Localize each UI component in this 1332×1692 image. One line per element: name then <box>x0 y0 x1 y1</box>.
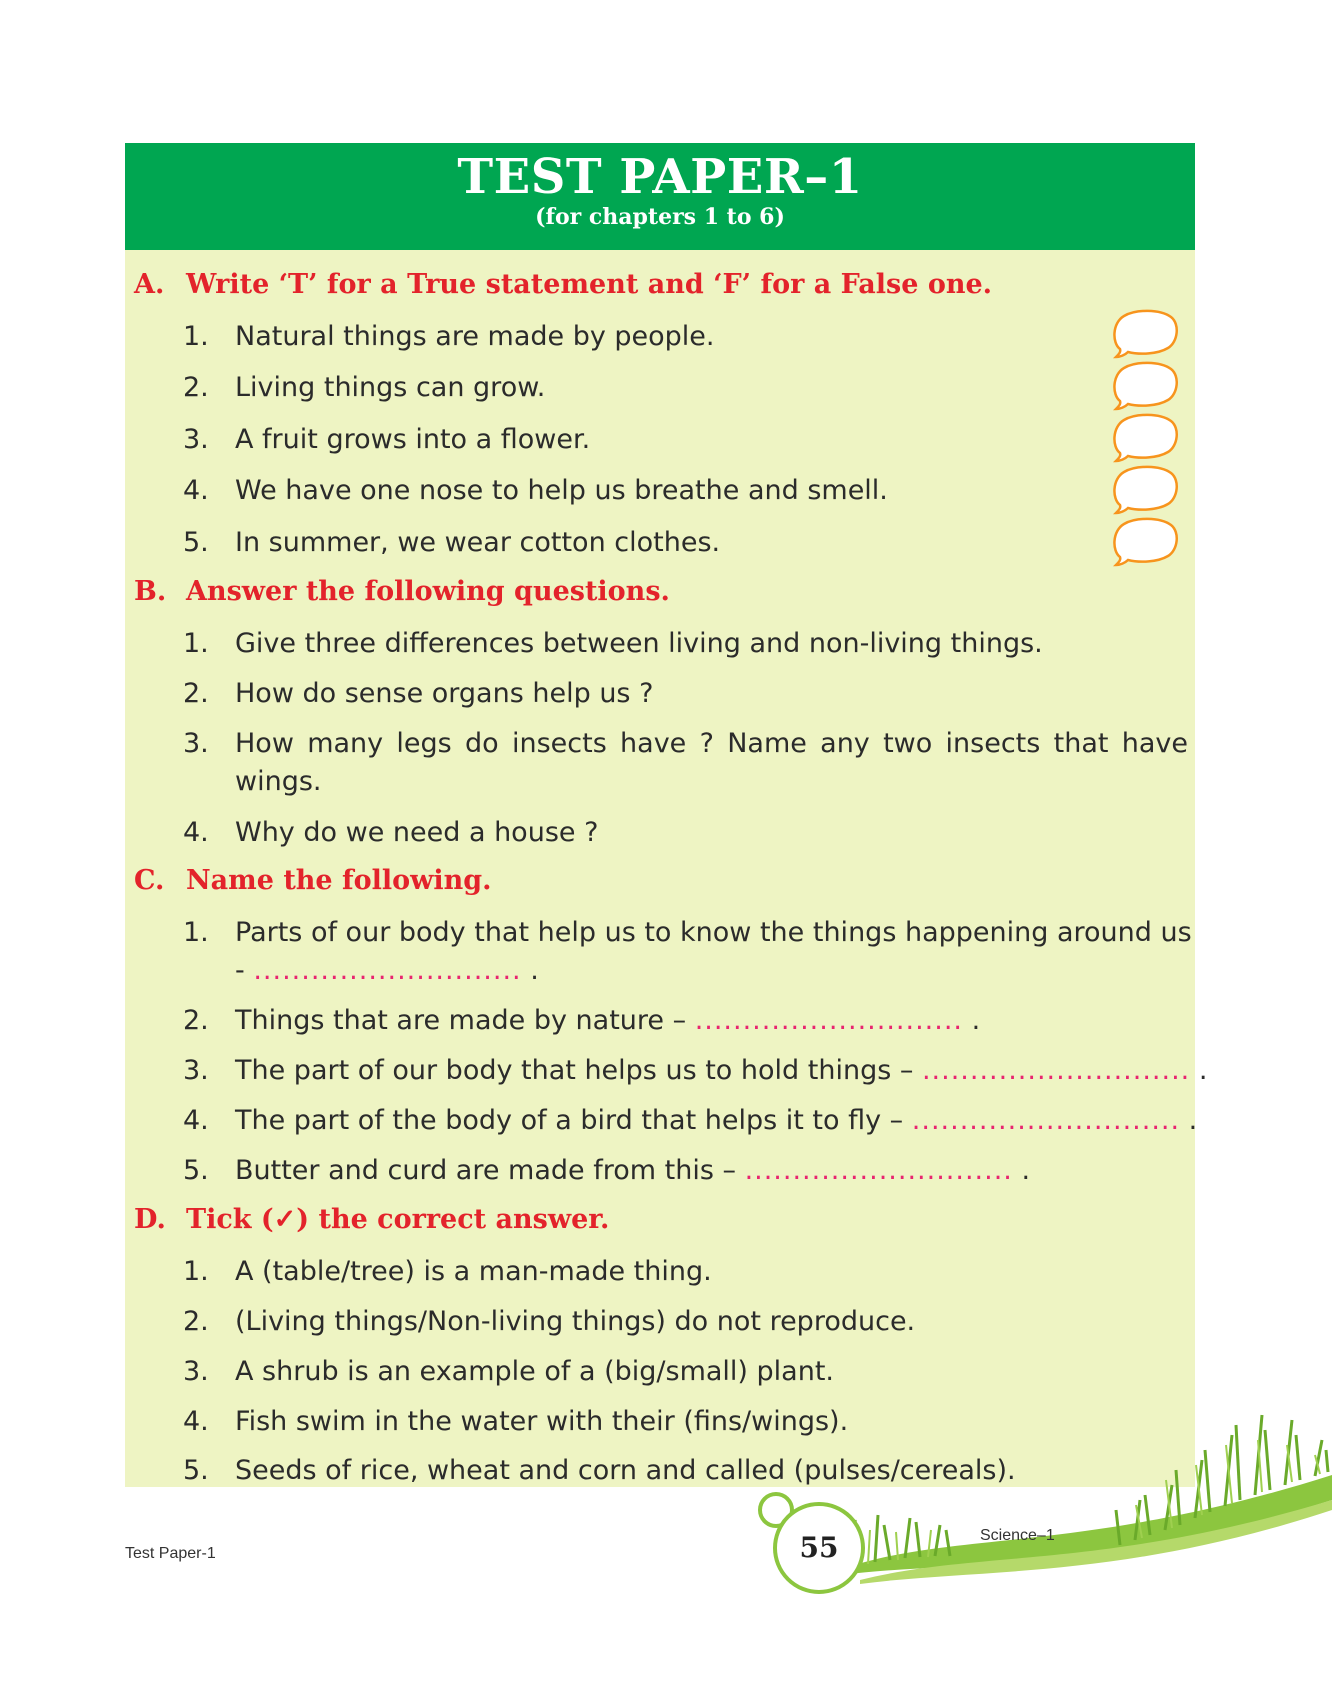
item-text: A (table/tree) is a man-made thing. <box>235 1256 712 1287</box>
page-subtitle: (for chapters 1 to 6) <box>535 204 785 230</box>
item-number: 2. <box>183 1005 209 1036</box>
item-end: . <box>1180 1105 1198 1136</box>
list-item <box>183 1403 848 1441</box>
item-end: . <box>1190 1055 1208 1086</box>
answer-blank[interactable]: ............................ <box>744 1155 1013 1186</box>
item-number: 5. <box>183 1455 209 1486</box>
item-number: 3. <box>183 1055 209 1086</box>
item-text-continued: - <box>235 955 254 986</box>
item-end: . <box>1012 1155 1031 1186</box>
page-title: TEST PAPER–1 <box>457 149 863 205</box>
footer-left-label: Test Paper-1 <box>125 1545 216 1562</box>
item-text: How many legs do insects have ? Name any two insects that have <box>235 728 1188 759</box>
answer-oval-1[interactable] <box>1110 307 1180 359</box>
answer-oval-4[interactable] <box>1110 463 1180 515</box>
section-letter: A. <box>134 269 165 300</box>
item-text: The part of our body that helps us to hold things – <box>235 1055 922 1086</box>
list-item <box>183 524 720 562</box>
answer-oval-3[interactable] <box>1110 411 1180 463</box>
section-a-heading <box>134 268 992 302</box>
page-number: 55 <box>773 1502 865 1594</box>
item-number: 2. <box>183 678 209 709</box>
item-text: The part of the body of a bird that helps it to fly – <box>235 1105 912 1136</box>
list-item <box>183 369 545 407</box>
item-number: 1. <box>183 1256 209 1287</box>
item-text: Living things can grow. <box>235 372 546 403</box>
answer-blank[interactable]: ............................ <box>921 1055 1191 1086</box>
item-number: 2. <box>183 372 209 403</box>
section-title: Tick (✓) the correct answer. <box>186 1204 610 1235</box>
item-text: (Living things/Non-living things) do not reproduce. <box>235 1306 916 1337</box>
section-c-heading <box>134 864 492 898</box>
item-number: 4. <box>183 1406 209 1437</box>
list-item <box>183 1052 1207 1090</box>
list-item <box>183 1002 980 1040</box>
item-number: 2. <box>183 1306 209 1337</box>
list-item <box>183 1102 1197 1140</box>
footer-right-label: Science–1 <box>980 1527 1055 1544</box>
list-item <box>183 725 1188 801</box>
item-text: A fruit grows into a flower. <box>235 424 591 455</box>
section-letter: B. <box>134 576 167 607</box>
list-item <box>183 1353 834 1391</box>
answer-blank[interactable]: ............................ <box>694 1005 963 1036</box>
list-item <box>183 1303 915 1341</box>
item-end: . <box>521 955 539 986</box>
item-text: Why do we need a house ? <box>235 817 599 848</box>
item-number: 5. <box>183 1155 209 1186</box>
section-letter: C. <box>134 865 165 896</box>
item-end: . <box>963 1005 981 1036</box>
item-number: 4. <box>183 475 209 506</box>
list-item <box>183 814 598 852</box>
item-number: 5. <box>183 527 209 558</box>
list-item <box>183 625 1043 663</box>
item-text: Things that are made by nature – <box>235 1005 695 1036</box>
item-number: 3. <box>183 1356 209 1387</box>
list-item <box>183 675 653 713</box>
section-letter: D. <box>134 1204 166 1235</box>
item-number: 1. <box>183 321 209 352</box>
item-number: 1. <box>183 917 209 948</box>
item-number: 4. <box>183 817 209 848</box>
item-text: Butter and curd are made from this – <box>235 1155 745 1186</box>
item-text: Parts of our body that help us to know the things happening around us <box>235 917 1192 948</box>
item-number: 4. <box>183 1105 209 1136</box>
list-item <box>183 1152 1030 1190</box>
section-title: Name the following. <box>186 865 492 896</box>
answer-blank[interactable]: ............................ <box>911 1105 1181 1136</box>
item-text: We have one nose to help us breathe and smell. <box>235 475 888 506</box>
section-b-heading <box>134 575 670 609</box>
list-item <box>183 421 590 459</box>
item-text: How do sense organs help us ? <box>235 678 654 709</box>
answer-oval-2[interactable] <box>1110 359 1180 411</box>
answer-oval-5[interactable] <box>1110 515 1180 567</box>
list-item <box>183 472 888 510</box>
list-item <box>183 1253 712 1291</box>
item-text: Fish swim in the water with their (fins/wings). <box>235 1406 849 1437</box>
answer-blank[interactable]: ............................ <box>253 955 522 986</box>
section-title: Answer the following questions. <box>186 576 670 607</box>
item-text: A shrub is an example of a (big/small) plant. <box>235 1356 834 1387</box>
list-item <box>183 318 715 356</box>
item-number: 3. <box>183 424 209 455</box>
section-d-heading <box>134 1203 609 1237</box>
item-text: Give three differences between living and non-living things. <box>235 628 1043 659</box>
grass-decoration <box>800 1400 1332 1620</box>
item-text-continued: wings. <box>235 766 322 797</box>
item-number: 3. <box>183 728 209 759</box>
list-item <box>183 914 1192 990</box>
title-banner <box>125 143 1195 250</box>
item-text: Natural things are made by people. <box>235 321 715 352</box>
item-number: 1. <box>183 628 209 659</box>
item-text: Seeds of rice, wheat and corn and called (pulses/cereals). <box>235 1455 1016 1486</box>
section-title: Write ‘T’ for a True statement and ‘F’ for a False one. <box>186 269 993 300</box>
item-text: In summer, we wear cotton clothes. <box>235 527 721 558</box>
